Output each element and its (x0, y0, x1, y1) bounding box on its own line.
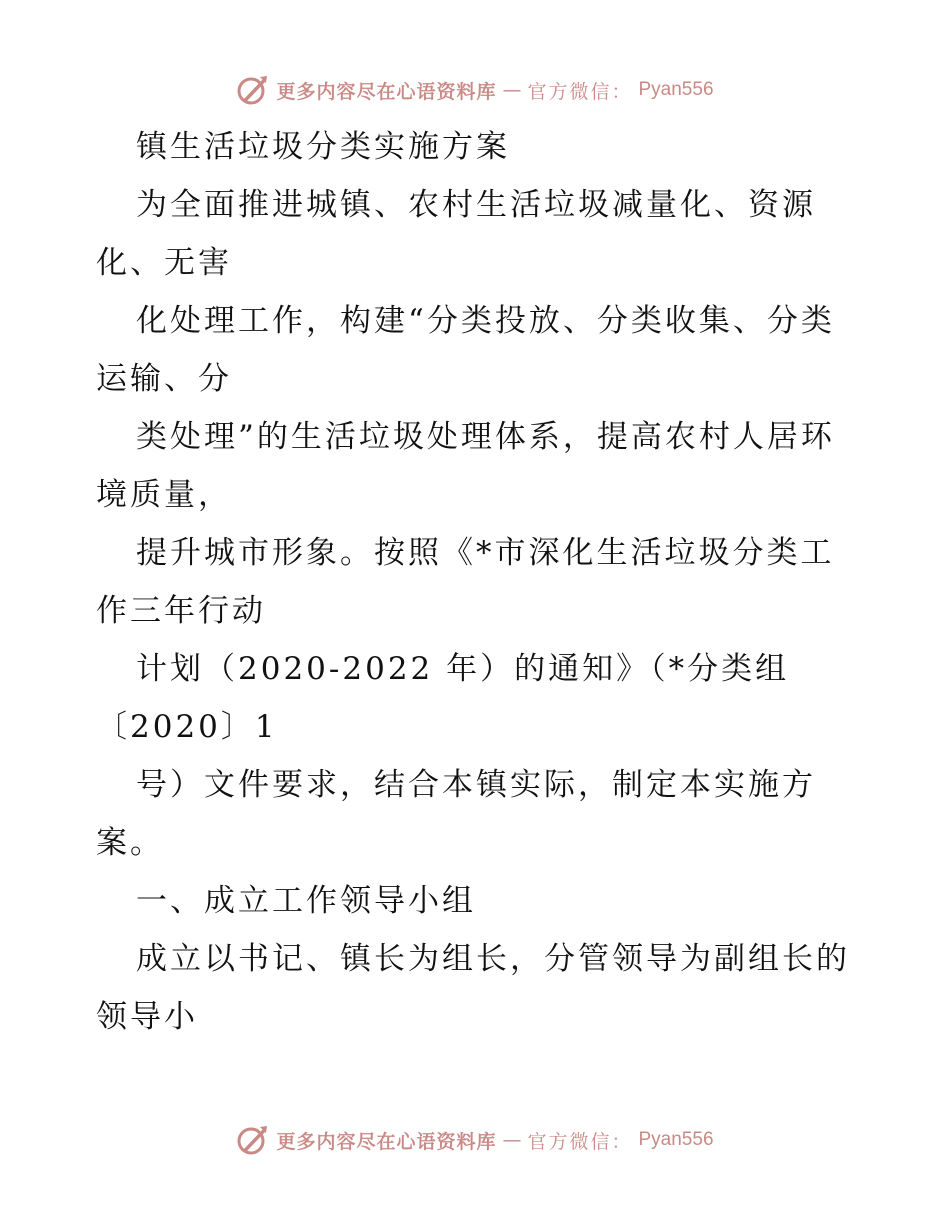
section-heading: 一、成立工作领导小组 (136, 883, 476, 919)
paragraph-line: 化处理工作，构建“分类投放、分类收集、分类 (136, 303, 835, 339)
watermark-separator: — (502, 79, 522, 101)
quill-pen-logo-icon (236, 73, 270, 107)
paragraph-line: 号）文件要求，结合本镇实际，制定本实施方 (136, 767, 816, 803)
paragraph-line: 作三年行动 (96, 593, 266, 629)
paragraph-line: 成立以书记、镇长为组长，分管领导为副组长的 (136, 941, 850, 977)
document-title: 镇生活垃圾分类实施方案 (136, 129, 510, 165)
watermark-main-text: 更多内容尽在心语资料库 (276, 80, 497, 103)
quill-pen-logo-icon (236, 1123, 270, 1157)
watermark-main-text: 更多内容尽在心语资料库 (276, 1130, 497, 1153)
paragraph-line: 案。 (96, 825, 164, 861)
paragraph-line: 境质量， (96, 477, 232, 513)
paragraph-line: 领导小 (96, 999, 198, 1035)
paragraph-line: 计划（2020-2022 年）的通知》（*分类组 (136, 651, 790, 687)
paragraph-line: 为全面推进城镇、农村生活垃圾减量化、资源 (136, 187, 816, 223)
watermark-wechat-id: Pyan556 (638, 1129, 714, 1150)
paragraph-line: 〔2020〕1 (96, 709, 278, 745)
paragraph-line: 运输、分 (96, 361, 232, 397)
document-body (96, 118, 876, 1046)
paragraph-line: 化、无害 (96, 245, 232, 281)
watermark-wechat-label: 官方微信： (527, 1130, 633, 1153)
watermark-wechat-label: 官方微信： (527, 80, 633, 103)
footer-watermark-banner (0, 1118, 950, 1162)
watermark-separator: — (502, 1129, 522, 1151)
watermark-wechat-id: Pyan556 (638, 79, 714, 100)
header-watermark-banner (0, 68, 950, 112)
paragraph-line: 提升城市形象。按照《*市深化生活垃圾分类工 (136, 535, 835, 571)
paragraph-line: 类处理”的生活垃圾处理体系，提高农村人居环 (136, 419, 835, 455)
